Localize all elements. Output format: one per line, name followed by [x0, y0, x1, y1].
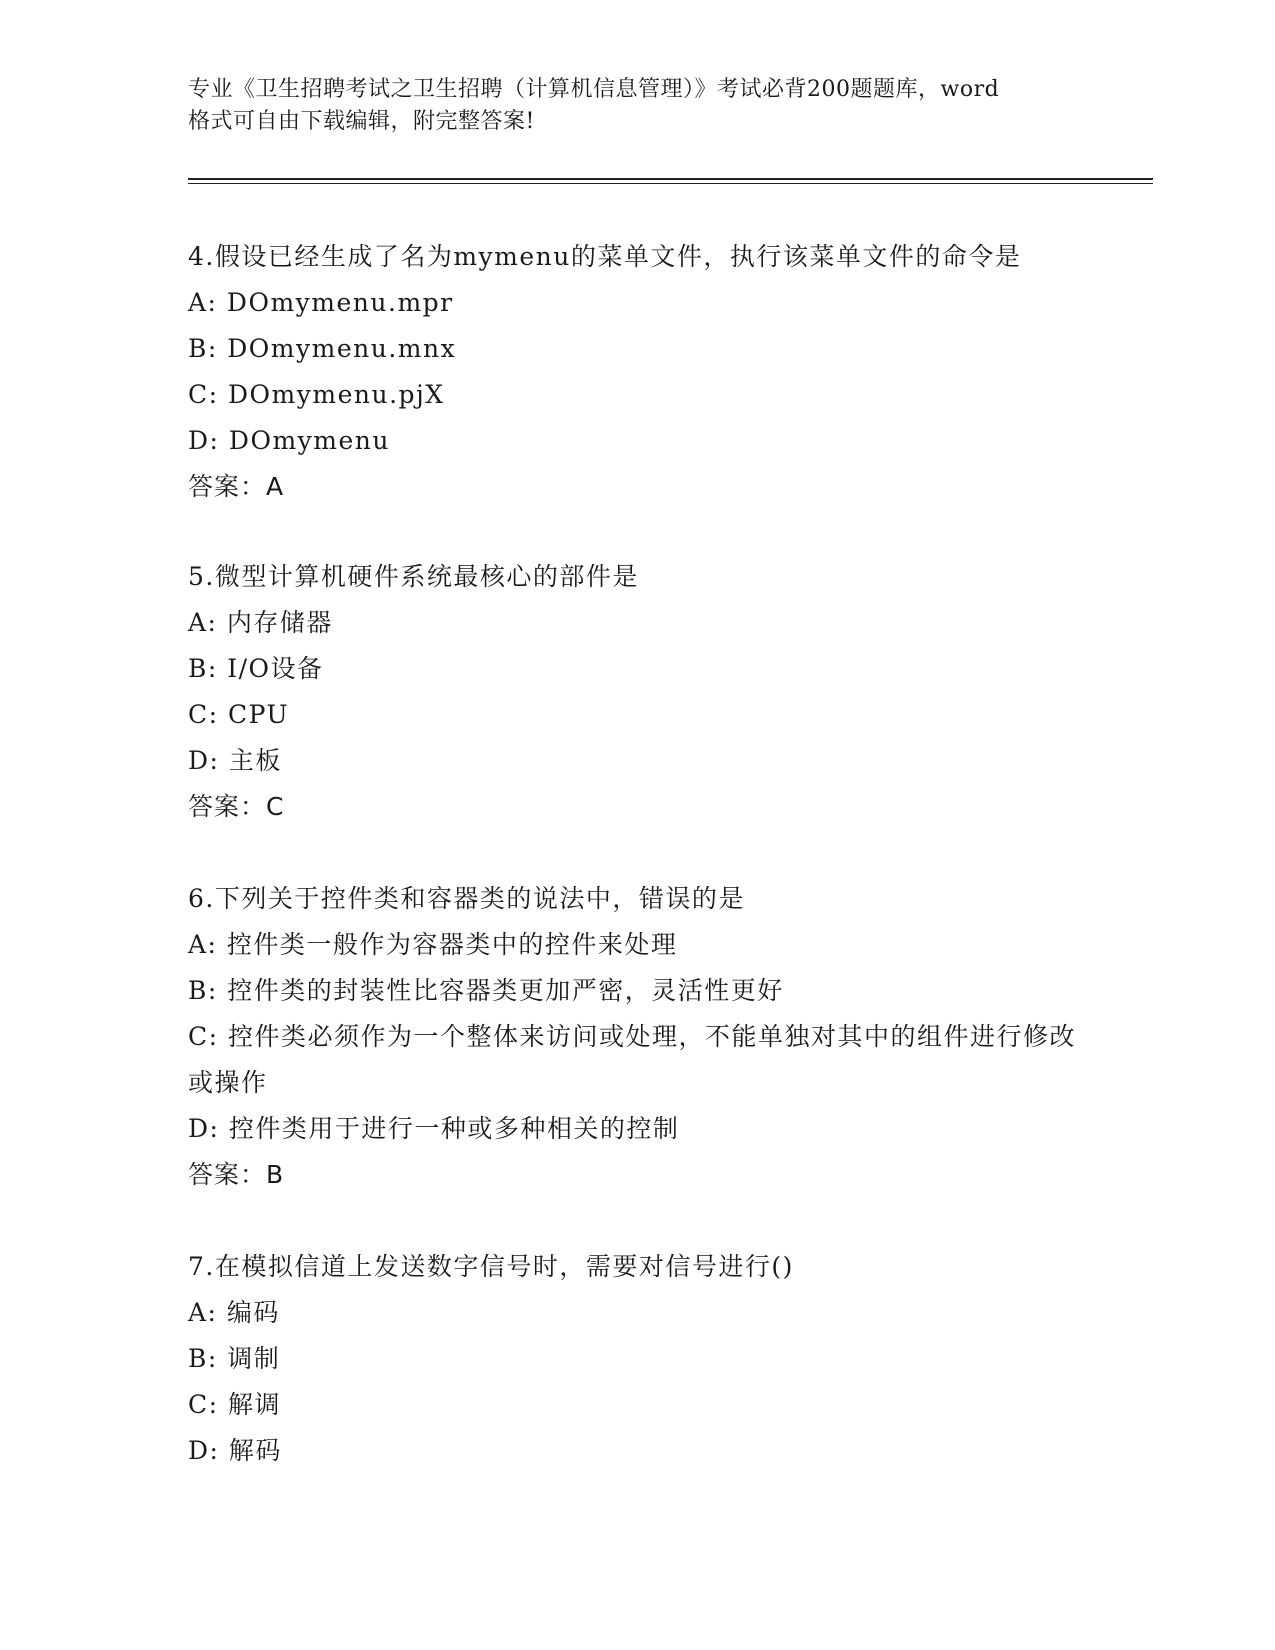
option-d: D: 主板: [188, 746, 282, 775]
question-stem: 7.在模拟信道上发送数字信号时，需要对信号进行(): [188, 1252, 794, 1281]
answer-line: 答案：B: [188, 1160, 285, 1189]
header-divider-thin: [188, 183, 1153, 184]
option-a: A: DOmymenu.mpr: [188, 288, 454, 317]
option-b: B: 调制: [188, 1344, 281, 1373]
question-stem: 5.微型计算机硬件系统最核心的部件是: [188, 562, 639, 591]
option-b: B: I/O设备: [188, 654, 324, 683]
option-c: C: 控件类必须作为一个整体来访问或处理，不能单独对其中的组件进行修改或操作: [188, 1022, 1077, 1097]
option-a: A: 控件类一般作为容器类中的控件来处理: [188, 930, 678, 959]
option-b: B: 控件类的封装性比容器类更加严密，灵活性更好: [188, 976, 784, 1005]
option-a: A: 编码: [188, 1298, 280, 1327]
header-line-1: 专业《卫生招聘考试之卫生招聘（计算机信息管理）》考试必背200题题库，word: [188, 77, 1000, 102]
document-header: [188, 74, 1088, 138]
header-line-2: 格式可自由下载编辑，附完整答案!: [188, 109, 535, 134]
option-c: C: 解调: [188, 1390, 281, 1419]
option-a: A: 内存储器: [188, 608, 333, 637]
answer-line: 答案：C: [188, 792, 285, 821]
answer-line: 答案：A: [188, 472, 285, 501]
header-divider-thick: [188, 178, 1153, 180]
question-7: [188, 1244, 1088, 1474]
option-d: D: 解码: [188, 1436, 282, 1465]
option-d: D: 控件类用于进行一种或多种相关的控制: [188, 1114, 680, 1143]
question-6: [188, 876, 1088, 1198]
option-c: C: DOmymenu.pjX: [188, 380, 445, 409]
option-c: C: CPU: [188, 700, 290, 729]
option-b: B: DOmymenu.mnx: [188, 334, 457, 363]
option-d: D: DOmymenu: [188, 426, 390, 455]
question-stem: 6.下列关于控件类和容器类的说法中，错误的是: [188, 884, 745, 913]
question-5: [188, 554, 1088, 830]
question-stem: 4.假设已经生成了名为mymenu的菜单文件，执行该菜单文件的命令是: [188, 242, 1022, 271]
question-4: [188, 234, 1088, 510]
